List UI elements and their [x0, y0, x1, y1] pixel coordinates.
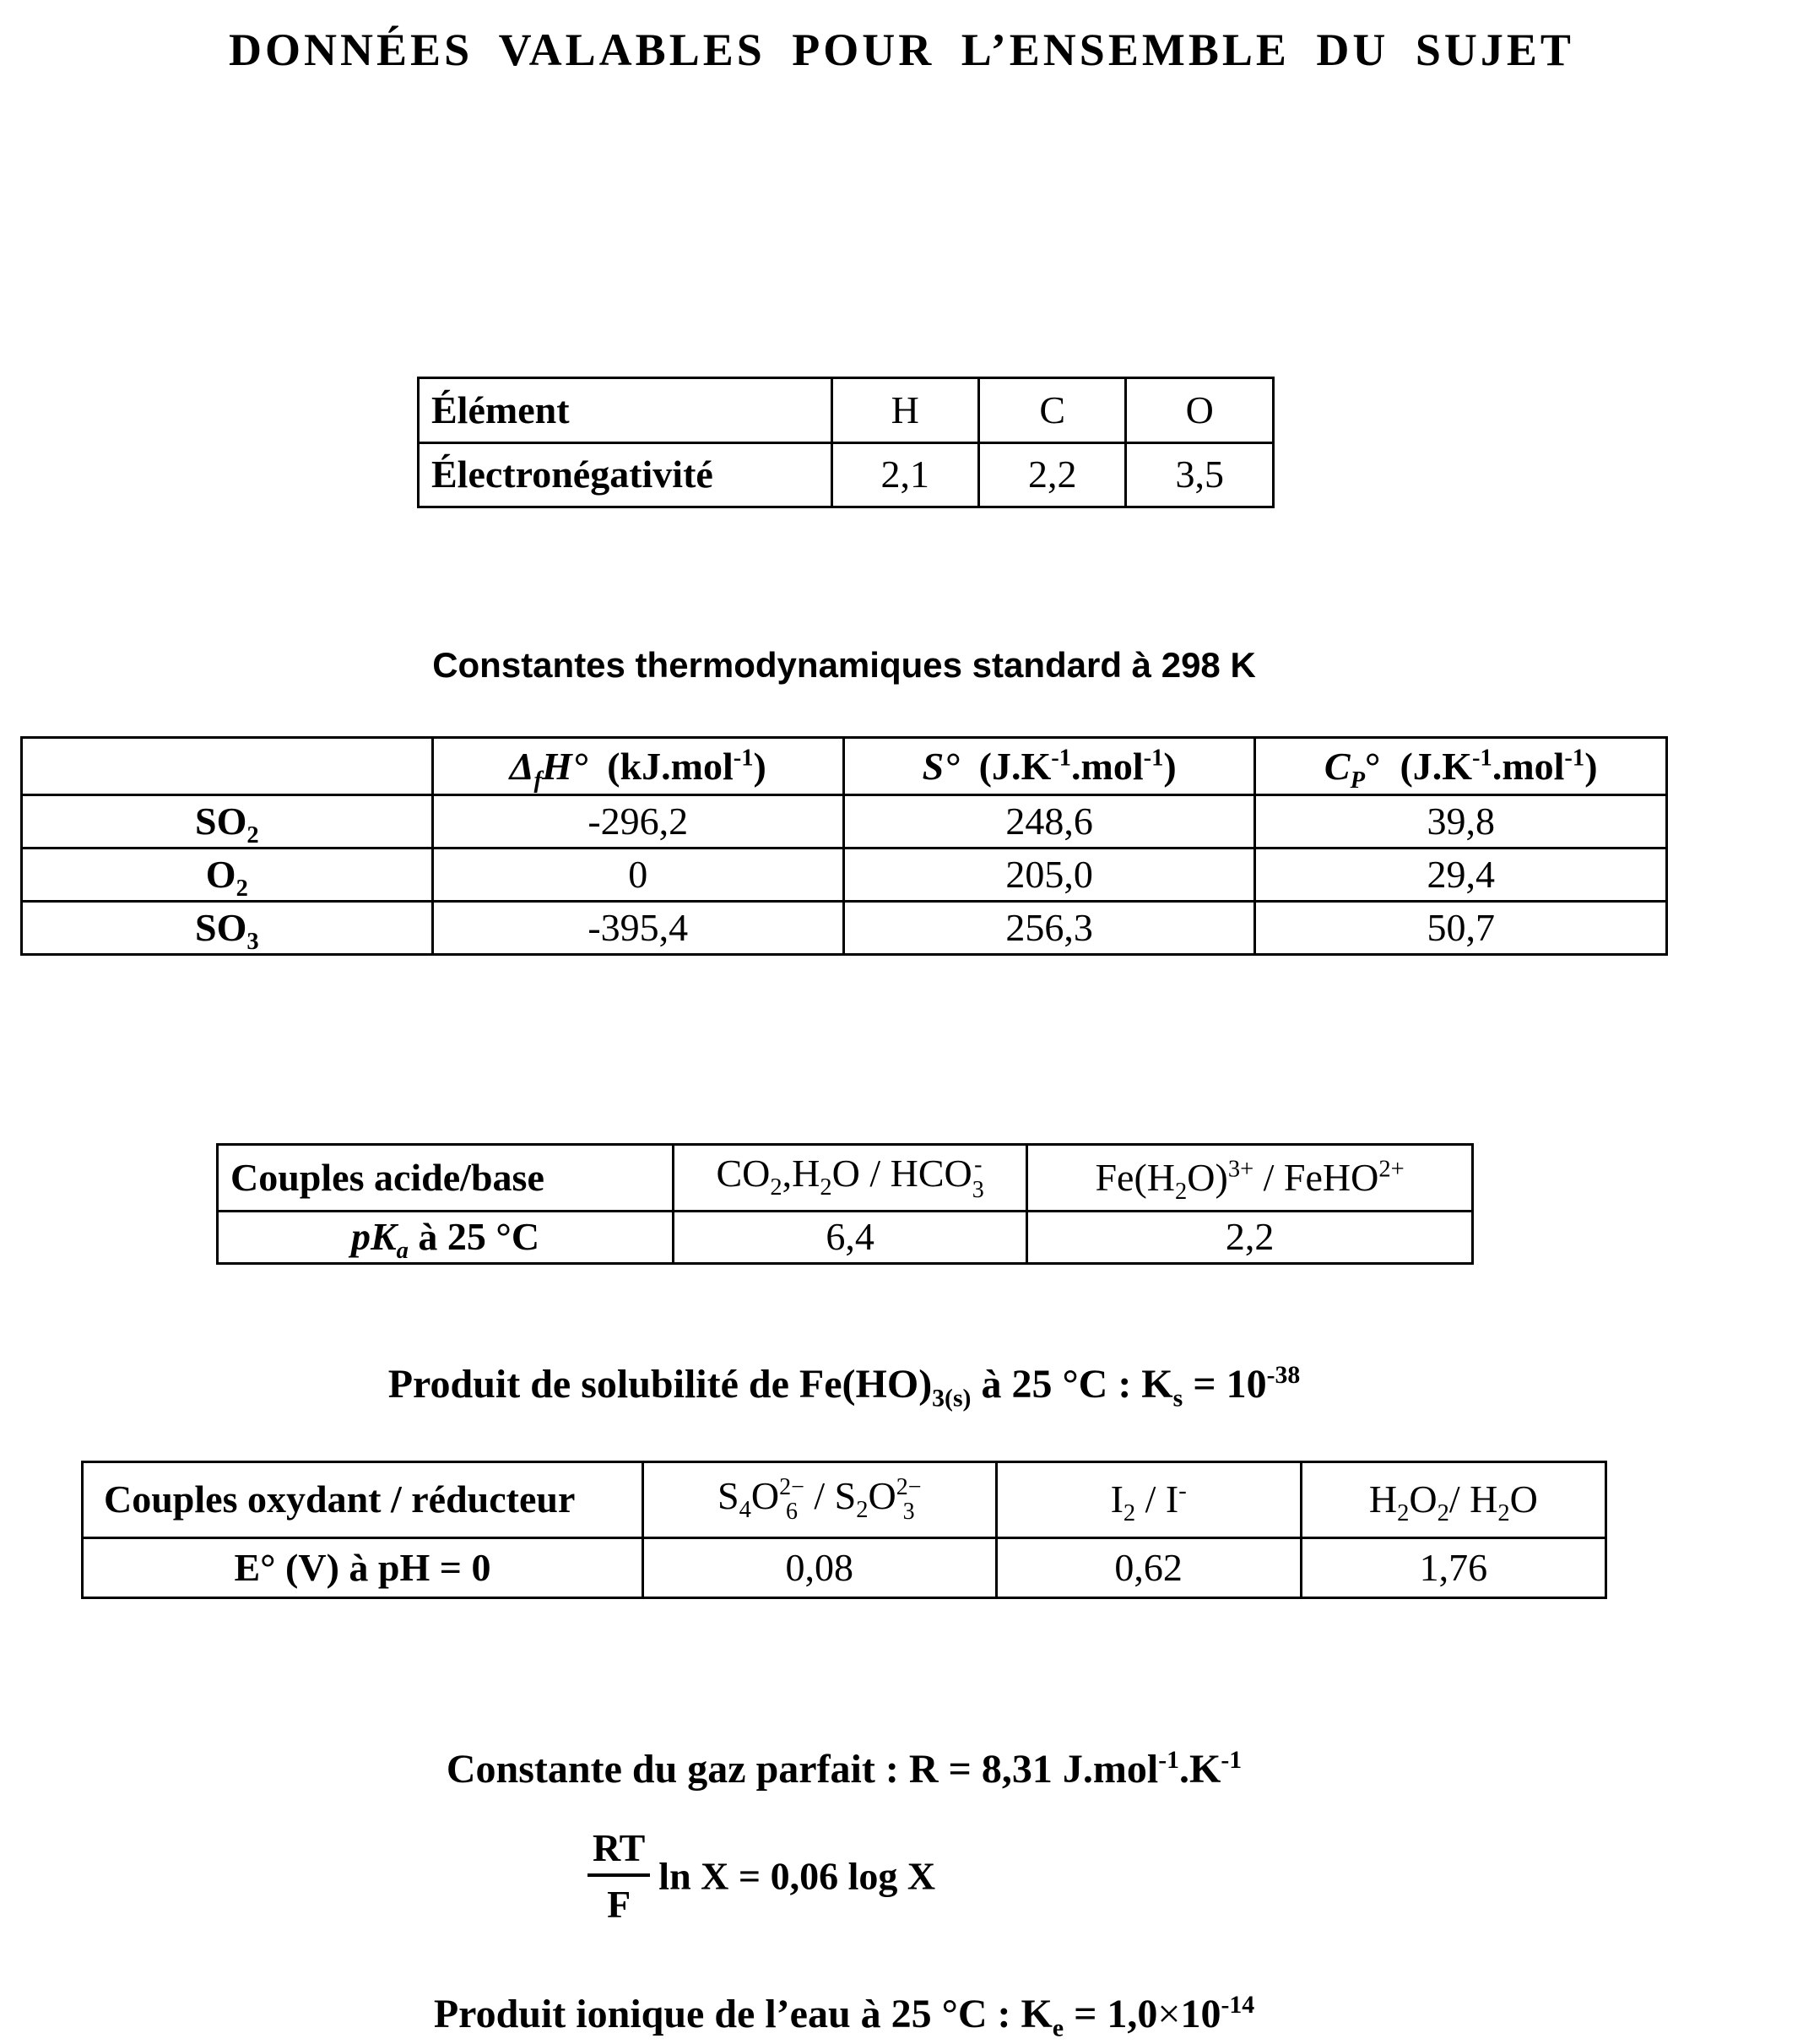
- acid-base-table: [216, 1143, 1474, 1265]
- electronegativity-value: 2,2: [979, 442, 1126, 507]
- couple-cell: $CO_2,H_2O$ / HCO - 3: [674, 1145, 1027, 1212]
- heat-capacity-value: 50,7: [1255, 902, 1667, 955]
- heat-capacity-value: 29,4: [1255, 849, 1667, 902]
- species-cell: $O_2$: [22, 849, 433, 902]
- element-cell: O: [1126, 378, 1274, 443]
- solubility-line: Produit de solubilité de $Fe(HO)_{3(s)}$ à 25 °C : $K_s = 10^{-38}$: [387, 1361, 1301, 1412]
- potential-value: 1,76: [1301, 1537, 1605, 1597]
- enthalpy-value: 0: [432, 849, 843, 902]
- gas-constant-line: Constante du gaz parfait : R = 8,31 $J.mol^{-1}.K^{-1}$: [446, 1746, 1243, 1792]
- heat-capacity-header: $C_P^\circ$ $(J.K^{-1}.mol^{-1})$: [1255, 738, 1667, 795]
- table-row: [419, 442, 1274, 507]
- couple-cell: $I_2 / I^-$: [996, 1462, 1301, 1538]
- element-cell: C: [979, 378, 1126, 443]
- table-row: [22, 902, 1667, 955]
- fraction: $\frac{RT}{F}$: [587, 1825, 650, 1927]
- table-row: [22, 849, 1667, 902]
- potential-value: 0,08: [642, 1537, 996, 1597]
- couple-cell: $H_2O_2/$ $H_2O$: [1301, 1462, 1605, 1538]
- pka-value: 6,4: [674, 1211, 1027, 1263]
- table-row: [22, 795, 1667, 849]
- potential-label: E° (V) à pH = 0: [83, 1537, 643, 1597]
- water-ionic-product-line: Produit ionique de l’eau à 25 °C : $K_e = 1,0\times 10^{-14}$: [433, 1991, 1255, 2042]
- pka-label: $pK_a$ à 25 °C: [218, 1211, 674, 1263]
- empty-header-cell: [22, 738, 433, 795]
- species-cell: $SO_3$: [22, 902, 433, 955]
- table-row: [22, 738, 1667, 795]
- electronegativity-header: Électronégativité: [419, 442, 832, 507]
- entropy-value: 205,0: [843, 849, 1255, 902]
- species-cell: $SO_2$: [22, 795, 433, 849]
- entropy-header: S° $(J.K^{-1}.mol^{-1})$: [843, 738, 1255, 795]
- element-header: Élément: [419, 378, 832, 443]
- thermo-table: [20, 736, 1668, 956]
- table-row: [218, 1211, 1473, 1263]
- redox-header: Couples oxydant / réducteur: [83, 1462, 643, 1538]
- electronegativity-value: 3,5: [1126, 442, 1274, 507]
- electronegativity-value: 2,1: [831, 442, 978, 507]
- thermo-heading: Constantes thermodynamiques standard à 298 K: [432, 645, 1256, 685]
- entropy-value: 256,3: [843, 902, 1255, 955]
- page-title: DONNÉES VALABLES POUR L’ENSEMBLE DU SUJET: [229, 24, 1574, 75]
- enthalpy-header: $\Delta_fH^\circ$ (kJ.mol$^{-1}$): [432, 738, 843, 795]
- couple-cell: $S_4O$ 2− 6 / $S_2O$ 2− 3: [642, 1462, 996, 1538]
- heat-capacity-value: 39,8: [1255, 795, 1667, 849]
- table-row: [419, 378, 1274, 443]
- pka-value: 2,2: [1027, 1211, 1473, 1263]
- table-row: [83, 1462, 1606, 1538]
- electronegativity-table: [417, 377, 1275, 508]
- element-cell: H: [831, 378, 978, 443]
- table-row: [218, 1145, 1473, 1212]
- couple-cell: $Fe(H_2O)^{3+}$ / FeHO$^{2+}$: [1027, 1145, 1473, 1212]
- acid-base-header: Couples acide/base: [218, 1145, 674, 1212]
- entropy-value: 248,6: [843, 795, 1255, 849]
- table-row: [83, 1537, 1606, 1597]
- nernst-formula: $\frac{RT}{F}$ ln X = 0,06 log X: [587, 1825, 935, 1927]
- enthalpy-value: -395,4: [432, 902, 843, 955]
- potential-value: 0,62: [996, 1537, 1301, 1597]
- redox-table: [81, 1461, 1607, 1599]
- enthalpy-value: -296,2: [432, 795, 843, 849]
